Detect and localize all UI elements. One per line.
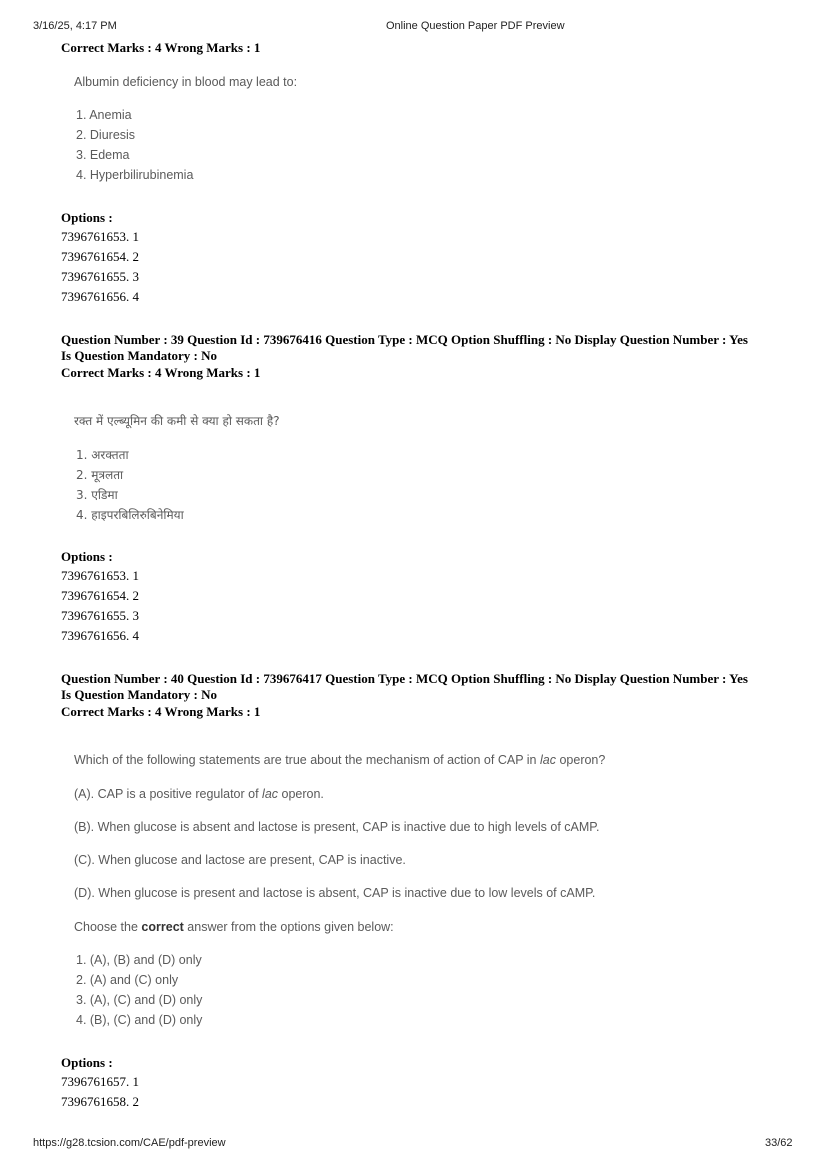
print-date: 3/16/25, 4:17 PM [33,20,117,32]
choice-2: 2. (A) and (C) only [76,973,179,987]
marks-line: Correct Marks : 4 Wrong Marks : 1 [61,40,261,55]
statement-b: (B). When glucose is absent and lactose is present, CAP is inactive due to high levels of cAMP. [74,820,600,834]
statement-c: (C). When glucose and lactose are present, CAP is inactive. [74,853,406,867]
marks-line: Correct Marks : 4 Wrong Marks : 1 [61,365,261,380]
statement-a-italic: lac [262,787,279,801]
option-id: 7396761657. 1 [61,1074,139,1089]
choice-1: 1. अरक्तता [76,448,129,462]
option-id: 7396761656. 4 [61,289,139,304]
option-id: 7396761653. 1 [61,229,139,244]
option-id: 7396761654. 2 [61,588,139,603]
marks-line: Correct Marks : 4 Wrong Marks : 1 [61,704,261,719]
options-label: Options : [61,1055,113,1070]
choice-2: 2. Diuresis [76,128,136,142]
choice-2: 2. मूत्रलता [76,468,124,482]
option-id: 7396761656. 4 [61,628,139,643]
statement-a-start: (A). CAP is a positive regulator of [74,787,263,801]
question-mandatory: Is Question Mandatory : No [61,687,218,702]
choice-4: 4. (B), (C) and (D) only [76,1013,203,1027]
question-meta: Question Number : 40 Question Id : 739676417 Question Type : MCQ Option Shuffling : No Display Question Number : Yes [61,671,748,686]
choice-4: 4. हाइपरबिलिरुबिनेमिया [76,508,184,522]
choice-3: 3. (A), (C) and (D) only [76,993,203,1007]
choice-4: 4. Hyperbilirubinemia [76,168,194,182]
statement-d: (D). When glucose is present and lactose is absent, CAP is inactive due to low levels of cAMP. [74,886,596,900]
option-id: 7396761658. 2 [61,1094,139,1109]
choice-3: 3. Edema [76,148,130,162]
option-id: 7396761654. 2 [61,249,139,264]
choose-bold: correct [141,920,184,934]
question-mandatory: Is Question Mandatory : No [61,348,218,363]
choose-instruction [74,920,394,934]
option-id: 7396761655. 3 [61,269,139,284]
question-text-italic: lac [540,753,556,767]
statement-a-end: operon. [278,787,324,801]
option-id: 7396761655. 3 [61,608,139,623]
choice-3: 3. एडिमा [76,488,118,502]
page-number: 33/62 [765,1137,793,1149]
page-url: https://g28.tcsion.com/CAE/pdf-preview [33,1137,226,1149]
choice-1: 1. (A), (B) and (D) only [76,953,202,967]
document-title: Online Question Paper PDF Preview [386,20,565,32]
question-meta: Question Number : 39 Question Id : 739676416 Question Type : MCQ Option Shuffling : No Display Question Number : Yes [61,332,748,347]
options-label: Options : [61,210,113,225]
option-id: 7396761653. 1 [61,568,139,583]
choice-1: 1. Anemia [76,108,132,122]
choose-start: Choose the [74,920,142,934]
question-text: रक्त में एल्ब्यूमिन की कमी से क्या हो सकता है? [74,414,280,428]
statement-a [74,787,324,801]
question-text: Albumin deficiency in blood may lead to: [74,75,298,89]
question-text [74,753,605,767]
question-text-start: Which of the following statements are true about the mechanism of action of CAP in [74,753,540,767]
choose-end: answer from the options given below: [183,920,394,934]
options-label: Options : [61,549,113,564]
question-text-end: operon? [555,753,606,767]
